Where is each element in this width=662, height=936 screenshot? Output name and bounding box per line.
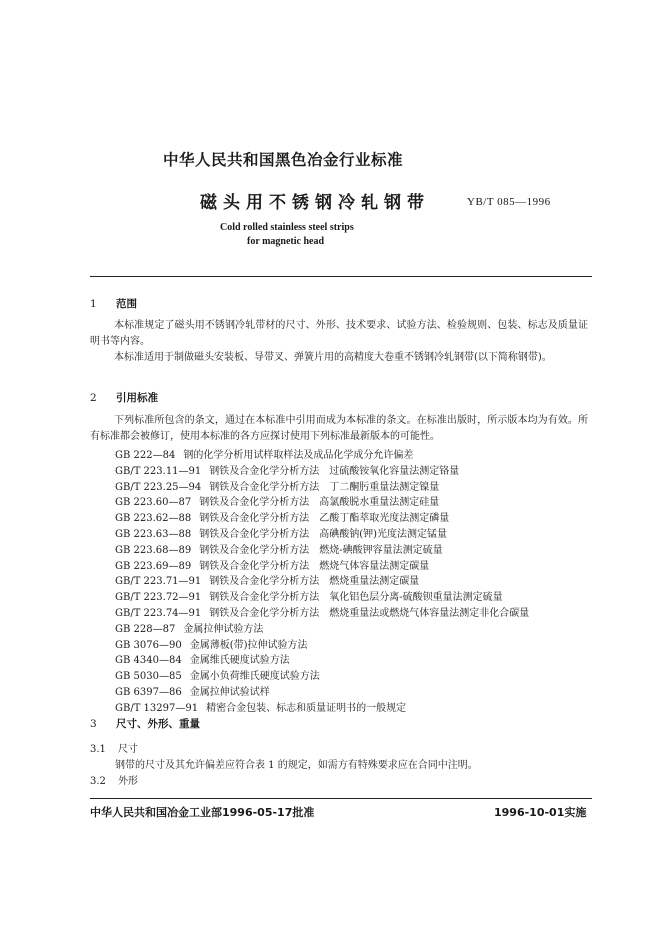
section-1-heading — [90, 296, 137, 311]
reference-code: GB/T 13297—91 — [115, 702, 199, 714]
reference-title: 金属薄板(带)拉伸试验方法 — [189, 639, 308, 651]
header-divider — [90, 276, 592, 277]
reference-item — [115, 636, 308, 651]
document-title-english-line2: for magnetic head — [247, 236, 325, 247]
scope-paragraph-1: 本标准规定了磁头用不锈钢冷轧带材的尺寸、外形、技术要求、试验方法、检验规则、包装、标志及质量证明书等内容。 — [90, 320, 588, 347]
reference-code: GB 223.60—87 — [115, 497, 192, 509]
section-number: 3 — [90, 718, 97, 730]
reference-item — [115, 572, 419, 587]
reference-title: 钢铁及合金化学分析方法 高碘酸钠(钾)光度法测定锰量 — [199, 529, 448, 540]
reference-title: 钢铁及合金化学分析方法 燃烧重量法或燃烧气体容量法测定非化合碳量 — [209, 608, 530, 619]
reference-code: GB 4340—84 — [115, 655, 182, 667]
section-title: 范围 — [116, 298, 137, 310]
reference-code: GB 228—87 — [115, 623, 176, 635]
standard-code: YB/T 085—1996 — [467, 196, 551, 208]
section-number: 1 — [90, 298, 97, 310]
subsection-title: 尺寸 — [118, 744, 138, 755]
subsection-title: 外形 — [118, 776, 138, 787]
reference-title: 钢的化学分析用试样取样法及成品化学成分允许偏差 — [183, 450, 414, 461]
reference-title: 精密合金包装、标志和质量证明书的一般规定 — [206, 702, 407, 714]
reference-item — [115, 699, 406, 714]
reference-code: GB 3076—90 — [115, 639, 182, 651]
section-2-heading — [90, 390, 158, 405]
reference-code: GB 222—84 — [115, 450, 176, 461]
reference-title: 钢铁及合金化学分析方法 燃烧-碘酸钾容量法测定硫量 — [199, 544, 443, 556]
footer-divider — [90, 798, 592, 799]
reference-code: GB/T 223.74—91 — [115, 608, 202, 619]
reference-code: GB 223.62—88 — [115, 513, 192, 525]
reference-item — [115, 462, 459, 477]
reference-title: 钢铁及合金化学分析方法 氧化铝色层分离-硫酸钡重量法测定硫量 — [209, 592, 503, 604]
reference-item — [115, 478, 439, 493]
reference-title: 钢铁及合金化学分析方法 高氯酸脱水重量法测定硅量 — [199, 497, 440, 509]
approval-statement: 中华人民共和国冶金工业部1996-05-17批准 — [90, 806, 315, 819]
reference-item — [115, 446, 413, 461]
reference-item — [115, 557, 429, 572]
section-3-heading — [90, 716, 200, 731]
references-intro: 下列标准所包含的条文，通过在本标准中引用而成为本标准的条文。在标准出版时，所示版本均为有效。所有标准都会被修订，使用本标准的各方应探讨使用下列标准最新版本的可能性。 — [90, 415, 588, 442]
reference-code: GB/T 223.11—91 — [115, 465, 202, 477]
reference-item — [115, 651, 290, 666]
reference-title: 金属拉伸试验方法 — [183, 623, 264, 635]
reference-title: 钢铁及合金化学分析方法 丁二酮肟重量法测定镍量 — [209, 481, 440, 493]
document-title-english-line1: Cold rolled stainless steel strips — [220, 222, 354, 233]
reference-item — [115, 588, 503, 603]
reference-title: 钢铁及合金化学分析方法 过硫酸铵氧化容量法测定铬量 — [209, 465, 460, 477]
subsection-3-1-text: 钢带的尺寸及其允许偏差应符合表 1 的规定，如需方有特殊要求应在合同中注明。 — [115, 760, 478, 771]
reference-title: 钢铁及合金化学分析方法 燃烧重量法测定碳量 — [209, 576, 420, 588]
reference-code: GB 5030—85 — [115, 671, 182, 683]
reference-code: GB 223.63—88 — [115, 529, 192, 540]
reference-item — [115, 493, 439, 508]
section-title: 引用标准 — [116, 392, 158, 404]
subsection-3-2-heading — [90, 772, 138, 787]
scope-paragraph-2: 本标准适用于制做磁头安装板、导带叉、弹簧片用的高精度大卷重不锈钢冷轧钢带(以下简称钢带)。 — [114, 352, 552, 363]
reference-title: 金属拉伸试验试样 — [189, 687, 270, 698]
subsection-number: 3.1 — [90, 744, 106, 755]
reference-item — [115, 667, 320, 682]
reference-item — [115, 683, 270, 698]
reference-code: GB 223.68—89 — [115, 544, 192, 556]
reference-title: 钢铁及合金化学分析方法 乙酸丁酯萃取光度法测定磷量 — [199, 513, 450, 525]
reference-item — [115, 620, 263, 635]
reference-item — [115, 604, 529, 619]
reference-title: 金属小负荷维氏硬度试验方法 — [189, 671, 320, 683]
subsection-3-1-heading — [90, 740, 138, 755]
reference-code: GB 223.69—89 — [115, 560, 192, 572]
section-title: 尺寸、外形、重量 — [116, 718, 200, 730]
implementation-date: 1996-10-01实施 — [494, 806, 587, 819]
reference-item — [115, 541, 443, 556]
reference-code: GB/T 223.72—91 — [115, 592, 202, 604]
subsection-number: 3.2 — [90, 776, 106, 787]
reference-item — [115, 509, 449, 524]
reference-code: GB 6397—86 — [115, 687, 182, 698]
reference-item — [115, 525, 447, 540]
reference-title: 钢铁及合金化学分析方法 燃烧气体容量法测定碳量 — [199, 560, 430, 572]
section-number: 2 — [90, 392, 97, 404]
reference-title: 金属维氏硬度试验方法 — [189, 655, 290, 667]
standard-organization: 中华人民共和国黑色冶金行业标准 — [163, 151, 404, 169]
reference-code: GB/T 223.25—94 — [115, 481, 202, 493]
reference-code: GB/T 223.71—91 — [115, 576, 202, 588]
document-title-chinese: 磁头用不锈钢冷轧钢带 — [200, 193, 430, 213]
